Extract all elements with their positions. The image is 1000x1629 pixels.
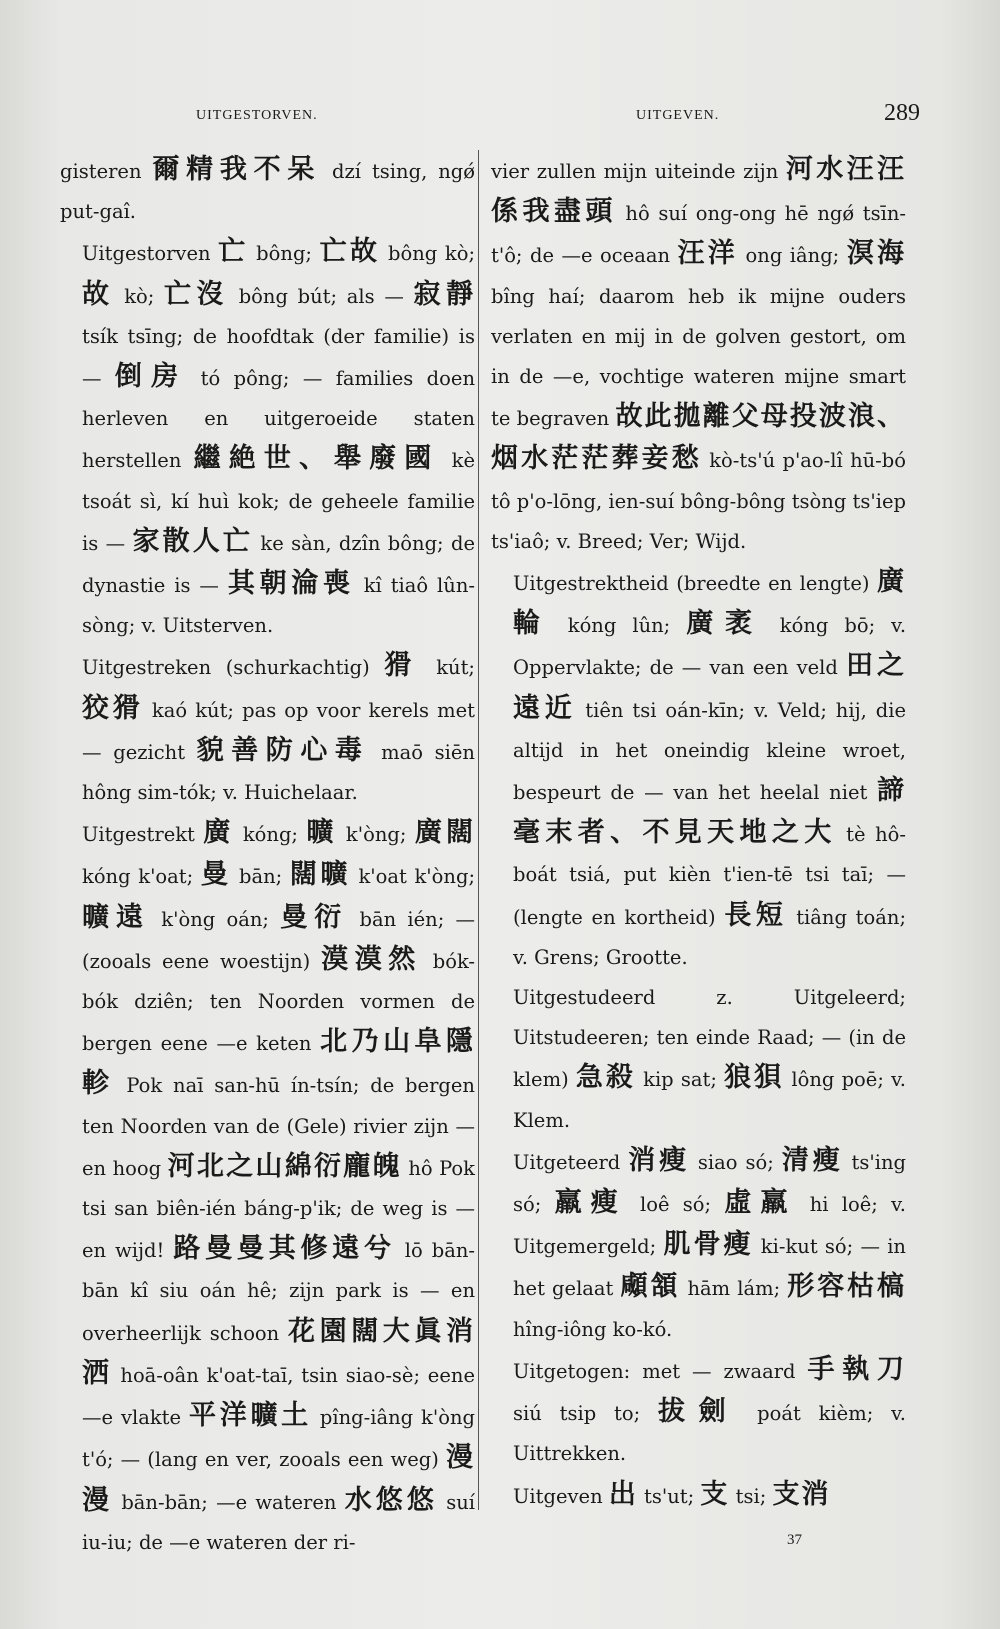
chinese-characters: 廣輪 — [513, 566, 906, 640]
chinese-characters: 曠 — [306, 817, 338, 849]
chinese-characters: 狡猾 — [82, 692, 144, 724]
chinese-characters: 亡故 — [319, 236, 381, 268]
page-number: 289 — [884, 100, 920, 126]
chinese-characters: 肌骨瘦 — [663, 1229, 754, 1261]
chinese-characters: 出 — [608, 1478, 638, 1510]
chinese-characters: 北乃山阜隱軫 — [82, 1026, 476, 1100]
chinese-characters: 水悠悠 — [344, 1484, 438, 1516]
entry-uitgestrektheid: Uitgestrektheid (breedte en lengte) 廣輪 kóng lûn; 廣袤 kóng bō; v. Oppervlakte; de — van een veld 田之遠近 tiên tsi oán-kīn; v. Veld; hij, die altijd in het oneindig kleine wroet, bespeurt de — van het heelal niet 諦毫末者、不見天地之大 tè hô-boát tsiá, put kièn t'ien-tē tsi taī; — (lengte en kortheid) 長短 tiâng toán; v. Grens; Grootte. — [513, 566, 907, 969]
chinese-characters: 貌善防心毒 — [196, 734, 370, 766]
chinese-characters: 亡 — [218, 236, 249, 268]
chinese-characters: 河北之山綿衍龐魄 — [167, 1150, 402, 1182]
chinese-characters: 消瘦 — [628, 1144, 690, 1176]
chinese-characters: 繼絶世、舉廢國 — [193, 443, 440, 475]
running-header-left: UITGESTORVEN. — [196, 108, 318, 123]
chinese-characters: 長短 — [724, 899, 788, 931]
chinese-characters: 爾精我不呆 — [152, 154, 322, 185]
left-column — [60, 150, 475, 1563]
chinese-characters: 其朝淪喪 — [227, 568, 355, 600]
entry-uitgestreken: Uitgestreken (schurkachtig) 猾 kút; 狡猾 kaó kút; pas op voor kerels met — gezicht 貌善防心毒 maō siēn hông sim-tók; v. Huichelaar. — [82, 650, 476, 805]
chinese-characters: 寂靜 — [413, 278, 476, 310]
chinese-characters: 汪洋 — [677, 238, 739, 270]
chinese-characters: 故此拋離父母投波浪、烟水茫茫葬妾愁 — [491, 401, 907, 475]
chinese-characters: 支消 — [772, 1478, 831, 1510]
chinese-characters: 倒房 — [114, 361, 188, 393]
chinese-characters: 廣闊 — [414, 817, 476, 849]
chinese-characters: 拔劍 — [658, 1396, 740, 1428]
entry-uitgeteerd: Uitgeteerd 消瘦 siao só; 清瘦 ts'ing só; 羸瘦 loê só; 虛羸 hi loê; v. Uitgemergeld; 肌骨瘦 ki-kut só; — in het gelaat 顑頷 hām lám; 形容枯槁 hîng-iông ko-kó. — [513, 1144, 907, 1341]
chinese-characters: 狼狽 — [724, 1062, 785, 1094]
chinese-characters: 猾 — [384, 650, 422, 682]
chinese-characters: 花園闊大眞消洒 — [82, 1315, 475, 1389]
chinese-characters: 清瘦 — [781, 1144, 844, 1176]
entry-uitgestrekt: Uitgestrekt 廣 kóng; 曠 k'òng; 廣闊 kóng k'oat; 曼 bān; 闊曠 k'oat k'òng; 曠遠 k'òng oán; 曼衍 bān ién; — (zooals eene woestijn) 漠漠然 bók-bók dziên; ten Noorden vormen de bergen eene —e keten 北乃山阜隱軫 Pok naī san-hū ín-tsín; de bergen ten Noorden van de (Gele) rivier zijn — en hoog 河北之山綿衍龐魄 hô Pok tsi san biên-ién báng-p'ik; de weg is — en wijd! 路曼曼其修遠兮 lō bān-bān kî siu oán hê; zijn park is — en overheerlijk schoon 花園闊大眞消洒 hoā-oân k'oat-taī, tsin siao-sè; eene —e vlakte 平洋曠土 pîng-iâng k'òng t'ó; — (lang en ver, zooals een weg) 漫漫 bān-bān; —e wateren 水悠悠 suí iu-iu; de —e wateren der ri- — [82, 817, 476, 1554]
chinese-characters: 顑頷 — [620, 1271, 681, 1303]
entry-uitgeven: Uitgeven 出 ts'ut; 支 tsi; 支消 — [513, 1478, 831, 1510]
chinese-characters: 廣 — [203, 817, 235, 849]
chinese-characters: 曼衍 — [280, 901, 349, 933]
chinese-characters: 平洋曠土 — [188, 1400, 312, 1432]
chinese-characters: 路曼曼其修遠兮 — [173, 1233, 396, 1265]
chinese-characters: 故 — [82, 278, 115, 310]
column-divider — [478, 150, 479, 1510]
chinese-characters: 闊曠 — [289, 859, 351, 891]
signature-mark: 37 — [787, 1532, 802, 1548]
entry-uitgetogen: Uitgetogen: met — zwaard 手執刀 siú tsip to; 拔劍 poát kièm; v. Uittrekken. — [513, 1353, 906, 1466]
chinese-characters: 羸瘦 — [554, 1187, 627, 1219]
chinese-characters: 溟海 — [846, 238, 907, 270]
chinese-characters: 漫漫 — [82, 1442, 475, 1516]
chinese-characters: 虛羸 — [724, 1187, 797, 1219]
running-header-right: UITGEVEN. — [636, 108, 720, 123]
entry-continuation-right: vier zullen mijn uiteinde zijn 河水汪汪係我盡頭 hô suí ong-ong hē ngǿ tsīn-t'ô; de —e oceaan 汪洋 ong iâng; 溟海 bîng haí; daarom heb ik mijne ouders verlaten en mij in de golven gestort, om in de —e, vochtige wateren mijne smart te begraven 故此拋離父母投波浪、烟水茫茫葬妾愁 kò-ts'ú p'ao-lî hū-bó tô p'o-lōng, ien-suí bông-bông tsòng ts'iep ts'iaô; v. Breed; Ver; Wijd. — [491, 154, 907, 553]
chinese-characters: 亡沒 — [164, 278, 229, 310]
chinese-characters: 家散人亡 — [132, 525, 254, 557]
chinese-characters: 諦毫末者、不見天地之大 — [513, 775, 906, 849]
chinese-characters: 曠遠 — [82, 901, 151, 933]
entry-uitgestudeerd: Uitgestudeerd z. Uitgeleerd; Uitstudeeren; ten einde Raad; — (in de klem) 急殺 kip sat; 狼狽 lông poē; v. Klem. — [513, 986, 907, 1132]
chinese-characters: 急殺 — [575, 1062, 636, 1094]
entry-uitgestorven: Uitgestorven 亡 bông; 亡故 bông kò; 故 kò; 亡沒 bông bút; als — 寂靜 tsík tsīng; de hoofdtak (der familie) is — 倒房 tó pông; — families doen herleven en uitgeroeide staten herstellen 繼絶世、舉廢國 kè tsoát sì, kí huì kok; de geheele familie is — 家散人亡 ke sàn, dzîn bông; de dynastie is — 其朝淪喪 kî tiaô lûn-sòng; v. Uitsterven. — [82, 236, 476, 638]
chinese-characters: 廣袤 — [686, 608, 764, 640]
entry-continuation: gisteren 爾精我不呆 dzí tsing, ngǿ put-gaî. — [60, 154, 475, 224]
chinese-characters: 形容枯槁 — [787, 1271, 907, 1303]
chinese-characters: 田之遠近 — [513, 650, 906, 724]
chinese-characters: 曼 — [200, 859, 232, 891]
chinese-characters: 漠漠然 — [321, 943, 422, 975]
chinese-characters: 手執刀 — [807, 1353, 906, 1385]
right-column — [491, 150, 906, 1517]
chinese-characters: 河水汪汪係我盡頭 — [491, 154, 907, 228]
chinese-characters: 支 — [700, 1478, 730, 1510]
